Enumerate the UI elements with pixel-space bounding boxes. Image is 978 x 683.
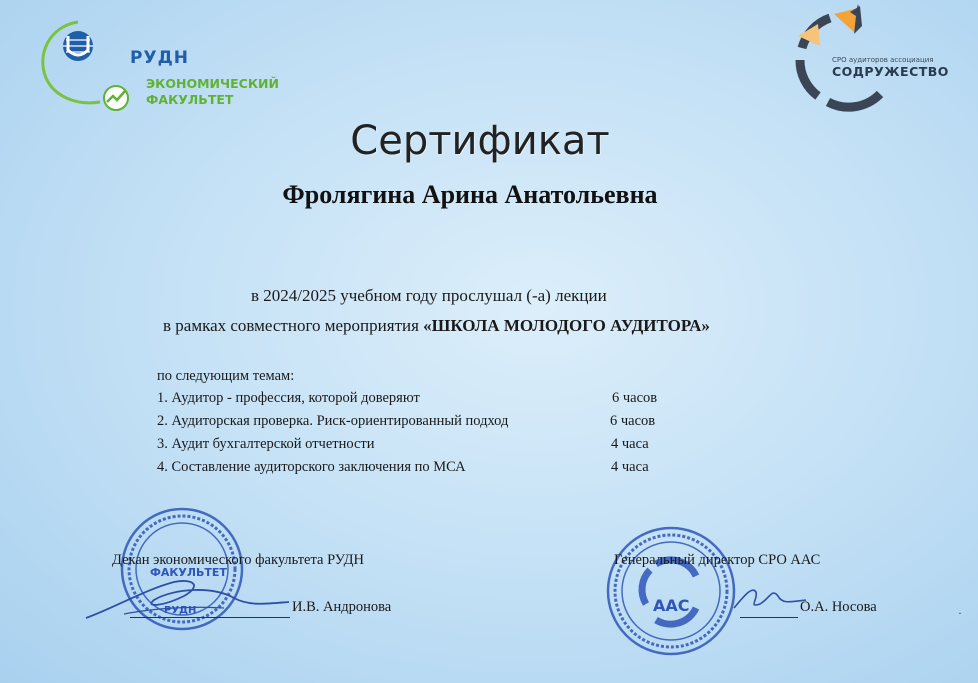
dean-name: И.В. Андронова <box>292 599 392 615</box>
topic-hours: 6 часов <box>610 413 656 429</box>
topic-title: 4. Составление аудиторского заключения по МСА <box>157 459 466 475</box>
dean-signature-icon <box>84 568 294 628</box>
faculty-logo-text <box>146 76 279 108</box>
topic-hours: 6 часов <box>612 390 658 406</box>
faculty-stamp-bottom-text: РУДН <box>164 605 197 616</box>
sodruzhestvo-logo <box>788 4 958 114</box>
dean-title: Декан экономического факультета РУДН <box>112 552 364 568</box>
sro-big-text: СОДРУЖЕСТВО <box>832 64 949 79</box>
event-statement <box>163 316 710 336</box>
faculty-logo-line2: ФАКУЛЬТЕТ <box>146 92 234 107</box>
director-signature-icon <box>730 578 810 618</box>
director-title: Генеральный директор СРО ААС <box>614 552 821 568</box>
faculty-stamp-text: ФАКУЛЬТЕТ <box>150 566 227 579</box>
aas-stamp-icon <box>604 524 738 658</box>
topic-title: 1. Аудитор - профессия, которой доверяют <box>157 390 420 406</box>
attendance-statement: в 2024/2025 учебном году прослушал (-а) лекции <box>251 286 607 305</box>
rudn-logo <box>30 14 290 114</box>
sro-small-text: СРО аудиторов ассоциация <box>832 56 934 64</box>
event-name: «ШКОЛА МОЛОДОГО АУДИТОРА» <box>423 316 710 335</box>
faculty-logo-line1: ЭКОНОМИЧЕСКИЙ <box>146 76 279 91</box>
recipient-name: Фролягина Арина Анатольевна <box>282 180 658 209</box>
certificate-title: Сертификат <box>350 118 610 164</box>
topic-hours: 4 часа <box>611 436 649 452</box>
topic-title: 3. Аудит бухгалтерской отчетности <box>157 436 375 452</box>
rudn-logo-text: РУДН <box>130 48 189 68</box>
aas-stamp-text: ААС <box>653 596 690 615</box>
decorative-dot: · <box>958 606 962 620</box>
director-name: О.А. Носова <box>800 599 877 615</box>
topic-title: 2. Аудиторская проверка. Риск-ориентированный подход <box>157 413 509 429</box>
event-statement-prefix: в рамках совместного мероприятия <box>163 316 424 335</box>
topics-intro: по следующим темам: <box>157 368 295 384</box>
topic-hours: 4 часа <box>611 459 649 475</box>
